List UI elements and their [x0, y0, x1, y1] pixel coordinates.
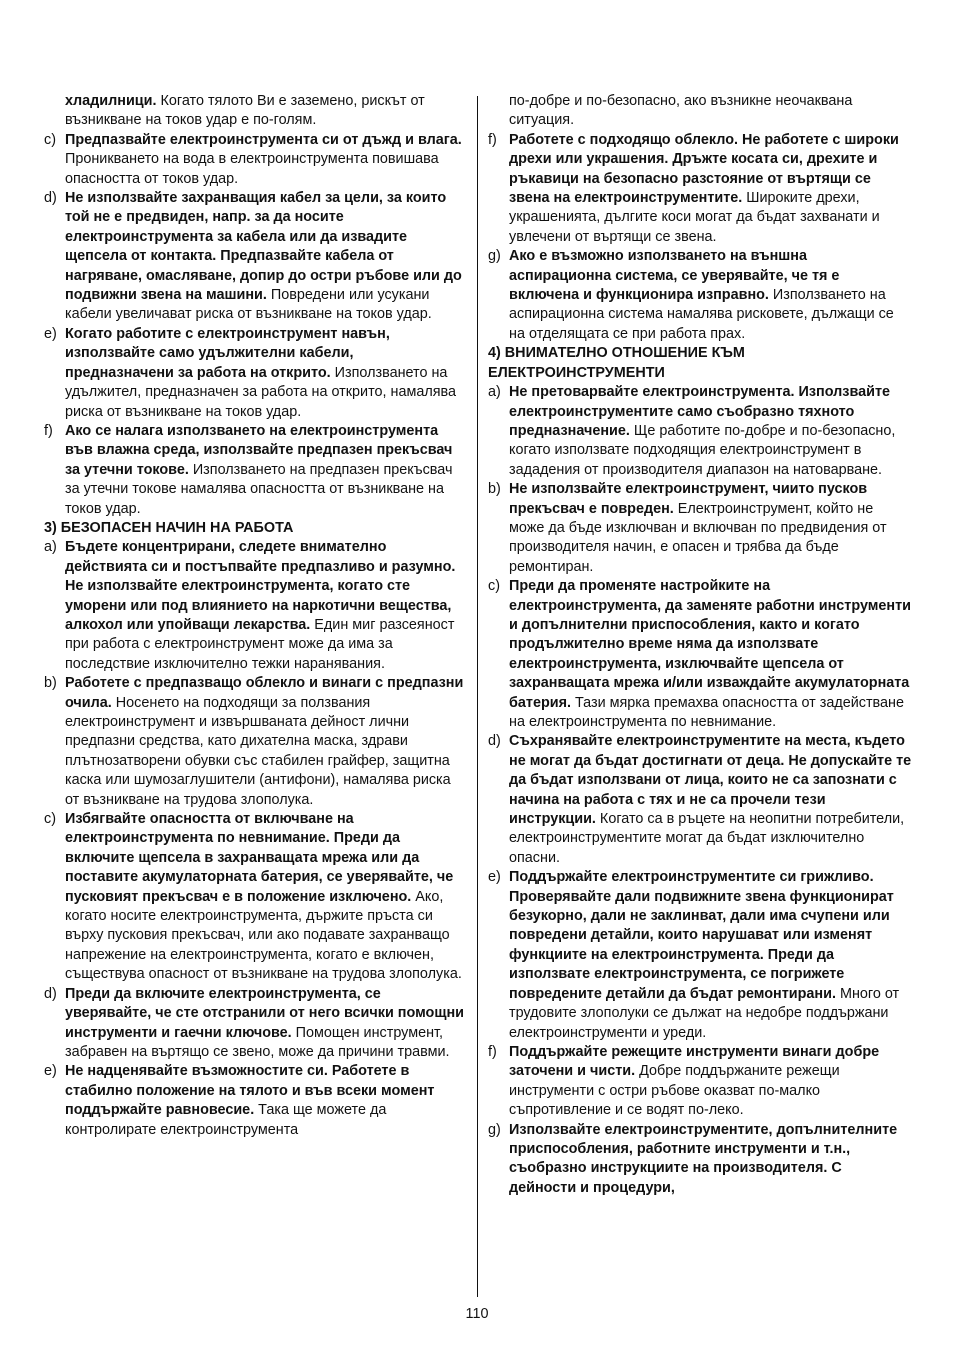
list-item-marker: d)	[44, 985, 57, 1002]
list-item-marker: e)	[44, 325, 57, 342]
explanation-text: Носенето на подходящи за ползвания електроинструмент и извършваната дейност лични предпазни средства, като дихателна маска, здрави плътнозатворени обувки със стабилен грайфер, защитна каска или шумозаглушители (антифони), намалява риска от възникване на трудова злополука.	[65, 694, 451, 808]
explanation-text: Помощен инструмент, забравен на въртящо се звено, може да причини травми.	[65, 1024, 450, 1060]
list-item-marker: g)	[488, 1121, 501, 1138]
list-item	[44, 422, 466, 519]
list-item	[44, 674, 466, 810]
explanation-text: Използването на предпазен прекъсвач за утечни токове намалява опасността от възникване на токов удар.	[65, 461, 453, 517]
list-item-marker: a)	[44, 539, 57, 556]
list-item-marker: f)	[488, 1043, 497, 1060]
explanation-text: Така ще можете да контролирате електроинструмента	[65, 1102, 387, 1138]
list-item	[488, 247, 912, 344]
instruction-bold: Работете с подходящо облекло. Не работете с широки дрехи или украшения. Дръжте косата си, дрехите и ръкавици на безопасно разстояние от въртящи се звена на електроинструментите.	[509, 131, 899, 207]
section-heading: 3) БЕЗОПАСЕН НАЧИН НА РАБОТА	[44, 519, 294, 536]
explanation-text: Използването на аспирационна система намалява рисковете, дължащи се на отделящата се при работа прах.	[509, 287, 894, 342]
instruction-bold: Ако се налага използването на електроинструмента във влажна среда, използвайте предпазен прекъсвач за утечни токове.	[65, 422, 453, 478]
list-item-marker: g)	[488, 248, 501, 265]
list-item-marker: e)	[488, 869, 501, 886]
instruction-bold: Преди да променяте настройките на електроинструмента, да заменяте работни инструменти и допълнителни приспособления, както и когато продължително време няма да използвате електроинструмента, изключвайте щепсела от захранващата мрежа и/или изваждайте акумулаторната батерия.	[509, 578, 912, 711]
instruction-bold: Ако е възможно използването на външна аспирационна система, се уверявайте, че тя е включена и функционира изправно.	[509, 248, 840, 304]
explanation-text: Тази мярка премахва опасността от задействане на електроинструмента по невнимание.	[509, 694, 904, 730]
list-item	[488, 383, 912, 480]
explanation-text: Когато са в ръцете на неопитни потребители, електроинструментите могат да бъдат изключително опасни.	[509, 811, 905, 866]
list-item	[488, 1043, 912, 1121]
instruction-bold: Преди да включите електроинструмента, се уверявайте, че сте отстранили от него всички помощни инструменти и гаечни ключове.	[65, 985, 465, 1041]
instruction-bold: Работете с предпазващо облекло и винаги с предпазни очила.	[65, 675, 464, 711]
list-item	[44, 985, 466, 1063]
instruction-bold: Не използвайте електроинструмент, чиито пусков прекъсвач е повреден.	[509, 481, 868, 517]
explanation-text: Когато тялото Ви е заземено, рискът от възникване на токов удар е по-голям.	[65, 93, 425, 129]
instruction-bold: Избягвайте опасността от включване на електроинструмента по невнимание. Преди да включите щепсела в захранващата мрежа или да поставите акумулаторната батерия, се уверявайте, че пусковият прекъсвач е в положение изключено.	[65, 811, 454, 905]
instruction-bold: Предпазвайте електроинструмента си от дъжд и влага.	[65, 131, 462, 148]
left-column	[44, 92, 466, 1140]
list-item	[488, 868, 912, 1043]
list-item	[44, 810, 466, 985]
explanation-text: Много от трудовите злополуки се дължат на недобре поддържани електроинструменти и уреди.	[509, 985, 900, 1041]
instruction-bold: хладилници.	[65, 93, 157, 109]
list-item	[44, 538, 466, 674]
list-item	[44, 189, 466, 325]
explanation-text: Проникването на вода в електроинструмента повишава опасността от токов удар.	[65, 151, 439, 187]
list-item-marker: d)	[44, 190, 57, 207]
list-item-marker: a)	[488, 384, 501, 401]
list-item	[488, 1121, 912, 1199]
column-divider	[477, 96, 478, 1297]
list-item-marker: c)	[44, 811, 56, 828]
list-item-marker: b)	[488, 481, 501, 498]
list-item-marker: b)	[44, 675, 57, 692]
instruction-bold: Съхранявайте електроинструментите на места, където не могат да бъдат достигнати от деца. Не допускайте те да бъдат използвани от лица, които не са запознати с начина на работа с тях и не са прочели тези инструкции.	[509, 733, 912, 828]
instruction-bold: Поддържайте режещите инструменти винаги добре заточени и чисти.	[509, 1043, 880, 1080]
continued-paragraph	[44, 92, 466, 131]
explanation-text: Широките дрехи, украшенията, дългите коси могат да бъдат захванати и увлечени от въртящи се звена.	[509, 190, 880, 245]
instruction-bold: Използвайте електроинструментите, допълнителните приспособления, работните инструменти и т.н., съобразно инструкциите на производителя. С дейности и процедури,	[509, 1121, 898, 1196]
list-item	[488, 732, 912, 868]
explanation-text: Използването на удължител, предназначен за работа на открито, намалява риска от възникване на токов удар.	[65, 364, 457, 420]
right-column	[488, 92, 912, 1198]
list-item-marker: f)	[488, 131, 497, 148]
list-item-marker: d)	[488, 733, 501, 750]
instruction-bold: Поддържайте електроинструментите си грижливо. Проверявайте дали подвижните звена функционират безукорно, дали не заклинват, дали има счупени или повредени детайли, които нарушават или изменят функциите на електроинструмента. Преди да използвате електроинструмента, се погрижете повредените детайли да бъдат ремонтирани.	[509, 869, 894, 1002]
explanation-text: Един миг разсеяност при работа с електроинструмент може да има за последствие изключително тежки наранявания.	[65, 616, 455, 672]
instruction-bold: Когато работите с електроинструмент навън, използвайте само удължителни кабели, предназначени за работа на открито.	[65, 325, 390, 381]
list-item	[44, 131, 466, 189]
explanation-text: по-добре и по-безопасно, ако възникне неочаквана ситуация.	[509, 93, 853, 129]
continued-paragraph	[488, 92, 912, 131]
instruction-bold: Не използвайте захранващия кабел за цели, за които той не е предвиден, напр. за да носите електроинструмента за кабела или да извадите щепсела от контакта. Предпазвайте кабела от нагряване, омасляване, допир до остри ръбове или до подвижни звена на машини.	[65, 190, 462, 304]
list-item-marker: c)	[44, 131, 56, 148]
explanation-text: Ще работите по-добре и по-безопасно, когато използвате подходящия електроинструмент в зададения от производителя диапазон на натоварване.	[509, 422, 896, 478]
page-number: 110	[465, 1306, 489, 1322]
list-item-marker: f)	[44, 422, 53, 439]
instruction-bold: Бъдете концентрирани, следете внимателно действията си и постъпвайте предпазливо и разумно. Не използвайте електроинструмента, когато сте уморени или под влиянието на наркотични вещества, алкохол или упойващи лекарства.	[65, 539, 456, 633]
list-item	[488, 480, 912, 577]
section-heading: 4) ВНИМАТЕЛНО ОТНОШЕНИЕ КЪМ ЕЛЕКТРОИНСТРУМЕНТИ	[488, 345, 745, 381]
list-item-marker: c)	[488, 578, 500, 595]
explanation-text: Електроинструмент, който не може да бъде изключван и включван по предвидения от производителя начин, е опасен и трябва да бъде ремонтиран.	[509, 500, 887, 575]
explanation-text: Повредени или усукани кабели увеличават риска от възникване на токов удар.	[65, 287, 432, 323]
explanation-text: Добре поддържаните режещи инструменти с остри ръбове оказват по-малко съпротивление и се водят по-леко.	[509, 1063, 840, 1119]
list-item-marker: e)	[44, 1063, 57, 1080]
list-item	[488, 577, 912, 732]
explanation-text: Ако, когато носите електроинструмента, държите пръста си върху пусковия прекъсвач, или ако подавате захранващо напрежение на електроинструмента, когато е включен, съществува опасност от възникване на трудова злополука.	[65, 888, 462, 983]
list-item	[44, 1062, 466, 1140]
list-item	[488, 131, 912, 247]
list-item	[44, 325, 466, 422]
instruction-bold: Не надценявайте възможностите си. Работете в стабилно положение на тялото и във всеки момент поддържайте равновесие.	[65, 1063, 435, 1119]
instruction-bold: Не претоварвайте електроинструмента. Използвайте електроинструментите само съобразно тяхното предназначение.	[509, 384, 890, 439]
